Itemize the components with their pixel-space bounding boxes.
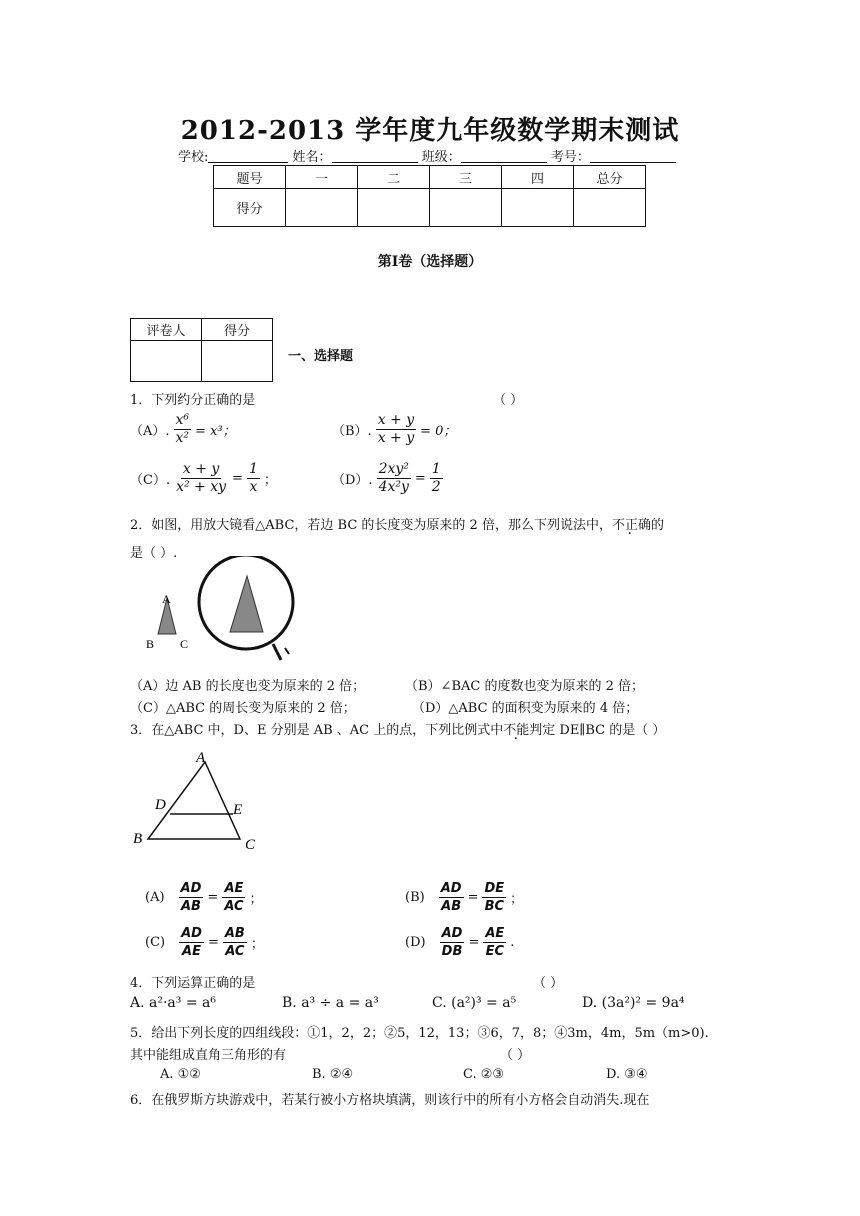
q2-magnifier-figure [140, 556, 310, 668]
label-b: B [146, 637, 155, 651]
numerator: AE [224, 881, 244, 896]
q2-option-a: （A）边 AB 的长度也变为原来的 2 倍； [130, 679, 366, 694]
q3-c-frac1 [179, 925, 204, 960]
page-title: 2012-2013 学年度九年级数学期末测试 [180, 116, 680, 146]
denominator: EC [485, 944, 505, 959]
punctuation: ； [250, 937, 264, 952]
denominator: AB [441, 899, 462, 914]
grader-table [130, 318, 273, 382]
numerator: x⁶ [175, 412, 190, 428]
volume-title: 第Ⅰ卷（选择题） [377, 254, 483, 270]
equals-sign: = [414, 471, 426, 486]
q5-stem: 5．给出下列长度的四组线段：①1，2，2；②5，12，13；③6，7，8；④3m，4m，5m（m>0). [130, 1026, 709, 1041]
score-header-cell: 题号 [214, 166, 286, 189]
score-cell [358, 189, 430, 227]
q3-triangle-figure [130, 748, 270, 860]
q3-option-c [145, 925, 264, 960]
q3-c-frac2 [223, 925, 247, 960]
q4-option-c: C. (a²)³ = a⁵ [432, 995, 517, 1011]
q1-a-fraction [174, 412, 192, 447]
label-a: A [196, 750, 206, 766]
score-cell [286, 189, 358, 227]
q3-d-frac2 [483, 925, 506, 960]
label-c: C [245, 837, 256, 853]
numerator: AE [485, 926, 505, 941]
q3-d-frac1 [440, 925, 465, 960]
q1-b-fraction [376, 412, 416, 447]
numerator: x + y [182, 461, 220, 477]
q1-b-rhs: = 0； [420, 424, 457, 439]
q2-option-b: （B）∠BAC 的度数也变为原来的 2 倍； [405, 679, 645, 694]
denominator: x² + xy [176, 479, 227, 495]
q5-option-d: D. ③④ [606, 1067, 648, 1082]
magnifier-handle-tip [285, 648, 289, 654]
punctuation: ； [510, 892, 524, 907]
q1-a-rhs: = x³； [195, 424, 236, 439]
equals-sign: = [232, 471, 243, 486]
q1-d-fraction [377, 461, 411, 496]
q3-option-b [405, 880, 523, 915]
q3-c-label: (C) [145, 935, 166, 950]
numerator: 2xy² [378, 461, 409, 477]
denominator: x [249, 479, 258, 495]
denominator: AC [224, 899, 244, 914]
q1-option-d [332, 461, 443, 496]
id-blank [590, 149, 676, 163]
q1-option-c [130, 461, 277, 496]
q3-a-frac1 [179, 880, 204, 915]
q3-a-label: (A) [145, 890, 165, 905]
score-header-cell: 一 [286, 166, 358, 189]
q1-answer-paren: （ ） [493, 393, 524, 408]
q5-option-a: A. ①② [160, 1067, 201, 1082]
name-blank [332, 149, 418, 163]
q4-stem: 4．下列运算正确的是 [130, 976, 256, 991]
q3-stem-tail: 判定 DE∥BC 的是（ ） [529, 723, 666, 738]
grader-score-header: 得分 [202, 319, 273, 341]
equals-sign: = [207, 890, 219, 905]
denominator: 4x²y [378, 479, 409, 495]
magnified-triangle [230, 576, 263, 632]
equals-sign: = [468, 935, 480, 950]
numerator: AD [181, 926, 202, 941]
q5-answer-paren: （ ） [500, 1048, 531, 1063]
q4-option-b: B. a³ ÷ a = a³ [282, 995, 379, 1011]
numerator: x + y [377, 412, 415, 428]
grader-score-cell [202, 341, 273, 382]
q3-stem-text: 3．在△ABC 中，D、E 分别是 AB 、AC 上的点，下列比例式中 [130, 723, 504, 738]
label-b: B [133, 831, 143, 847]
grader-header: 评卷人 [131, 319, 202, 341]
q3-option-d [405, 925, 514, 960]
school-label: 学校: [178, 150, 209, 165]
score-header-cell: 总分 [574, 166, 646, 189]
numerator: AD [441, 926, 463, 941]
numerator: AD [180, 881, 202, 896]
q3-a-frac2 [222, 880, 245, 915]
label-d: D [155, 797, 166, 813]
q1-a-label: （A）. [130, 424, 170, 439]
q3-d-label: (D) [405, 935, 426, 950]
score-table [213, 165, 646, 227]
denominator: AC [225, 944, 245, 959]
numerator: 1 [431, 461, 441, 477]
grader-cell [131, 341, 202, 382]
label-c: C [180, 637, 189, 651]
q4-answer-paren: （ ） [533, 976, 564, 991]
q2-stem [130, 514, 664, 533]
denominator: x² [175, 430, 190, 446]
equals-sign: = [207, 935, 219, 950]
numerator: DE [484, 881, 505, 896]
q5-option-c: C. ②③ [463, 1067, 505, 1082]
punctuation: ； [263, 473, 277, 488]
q1-d-result [430, 461, 443, 496]
q3-emphasis: 不能 [503, 723, 530, 738]
magnifier-handle [273, 644, 281, 660]
q2-stem-text: 2．如图，用放大镜看△ABC，若边 BC 的长度变为原来的 2 倍，那么下列说法中， [130, 518, 612, 533]
score-row-label: 得分 [214, 189, 286, 227]
q2-option-d: （D）△ABC 的面积变为原来的 4 倍； [412, 701, 639, 716]
label-e: E [233, 802, 243, 818]
score-header-cell: 四 [502, 166, 574, 189]
score-header-cell: 三 [430, 166, 502, 189]
denominator: AE [182, 944, 201, 959]
q1-option-a [130, 412, 236, 447]
q3-b-frac1 [439, 880, 464, 915]
q2-stem-tail: 的 [650, 518, 664, 533]
equals-sign: = [467, 890, 479, 905]
q3-stem [130, 719, 665, 738]
score-cell [430, 189, 502, 227]
denominator: AB [180, 899, 201, 914]
q1-c-fraction [174, 461, 228, 496]
q1-c-label: （C）. [130, 473, 171, 488]
id-label: 考号： [550, 150, 590, 165]
school-blank [208, 149, 288, 163]
q5-option-b: B. ②④ [312, 1067, 354, 1082]
student-info-line [178, 146, 676, 165]
denominator: DB [441, 944, 463, 959]
q6-stem: 6．在俄罗斯方块游戏中，若某行被小方格块填满，则该行中的所有小方格会自动消失.现在 [130, 1093, 650, 1108]
class-blank [461, 149, 547, 163]
q2-option-c: （C）△ABC 的周长变为原来的 2 倍； [130, 701, 356, 716]
q1-stem: 1．下列约分正确的是 [130, 393, 256, 408]
class-label: 班级： [421, 150, 461, 165]
q1-option-b [332, 412, 456, 447]
q4-option-a: A. a²·a³ = a⁶ [130, 995, 216, 1011]
label-a: A [162, 592, 171, 606]
denominator: 2 [431, 479, 441, 495]
denominator: x + y [377, 430, 415, 446]
numerator: AD [440, 881, 462, 896]
q1-c-result [247, 461, 260, 496]
q2-emphasis: 不正确 [611, 518, 651, 533]
q3-option-a [145, 880, 263, 915]
q3-b-label: (B) [405, 890, 425, 905]
q3-b-frac2 [482, 880, 506, 915]
numerator: 1 [248, 461, 258, 477]
name-label: 姓名： [292, 150, 332, 165]
q5-stem-line2: 其中能组成直角三角形的有 [130, 1048, 287, 1063]
q1-d-label: （D）. [332, 473, 373, 488]
punctuation: ； [249, 892, 263, 907]
q1-b-label: （B）. [332, 424, 372, 439]
q2-stem-line2: 是（ ）. [130, 546, 178, 561]
section-heading: 一、选择题 [288, 349, 354, 364]
score-header-cell: 二 [358, 166, 430, 189]
numerator: AB [224, 926, 245, 941]
score-cell [502, 189, 574, 227]
q4-option-d: D. (3a²)² = 9a⁴ [582, 995, 685, 1011]
score-cell [574, 189, 646, 227]
punctuation: . [510, 935, 515, 950]
denominator: BC [484, 899, 505, 914]
